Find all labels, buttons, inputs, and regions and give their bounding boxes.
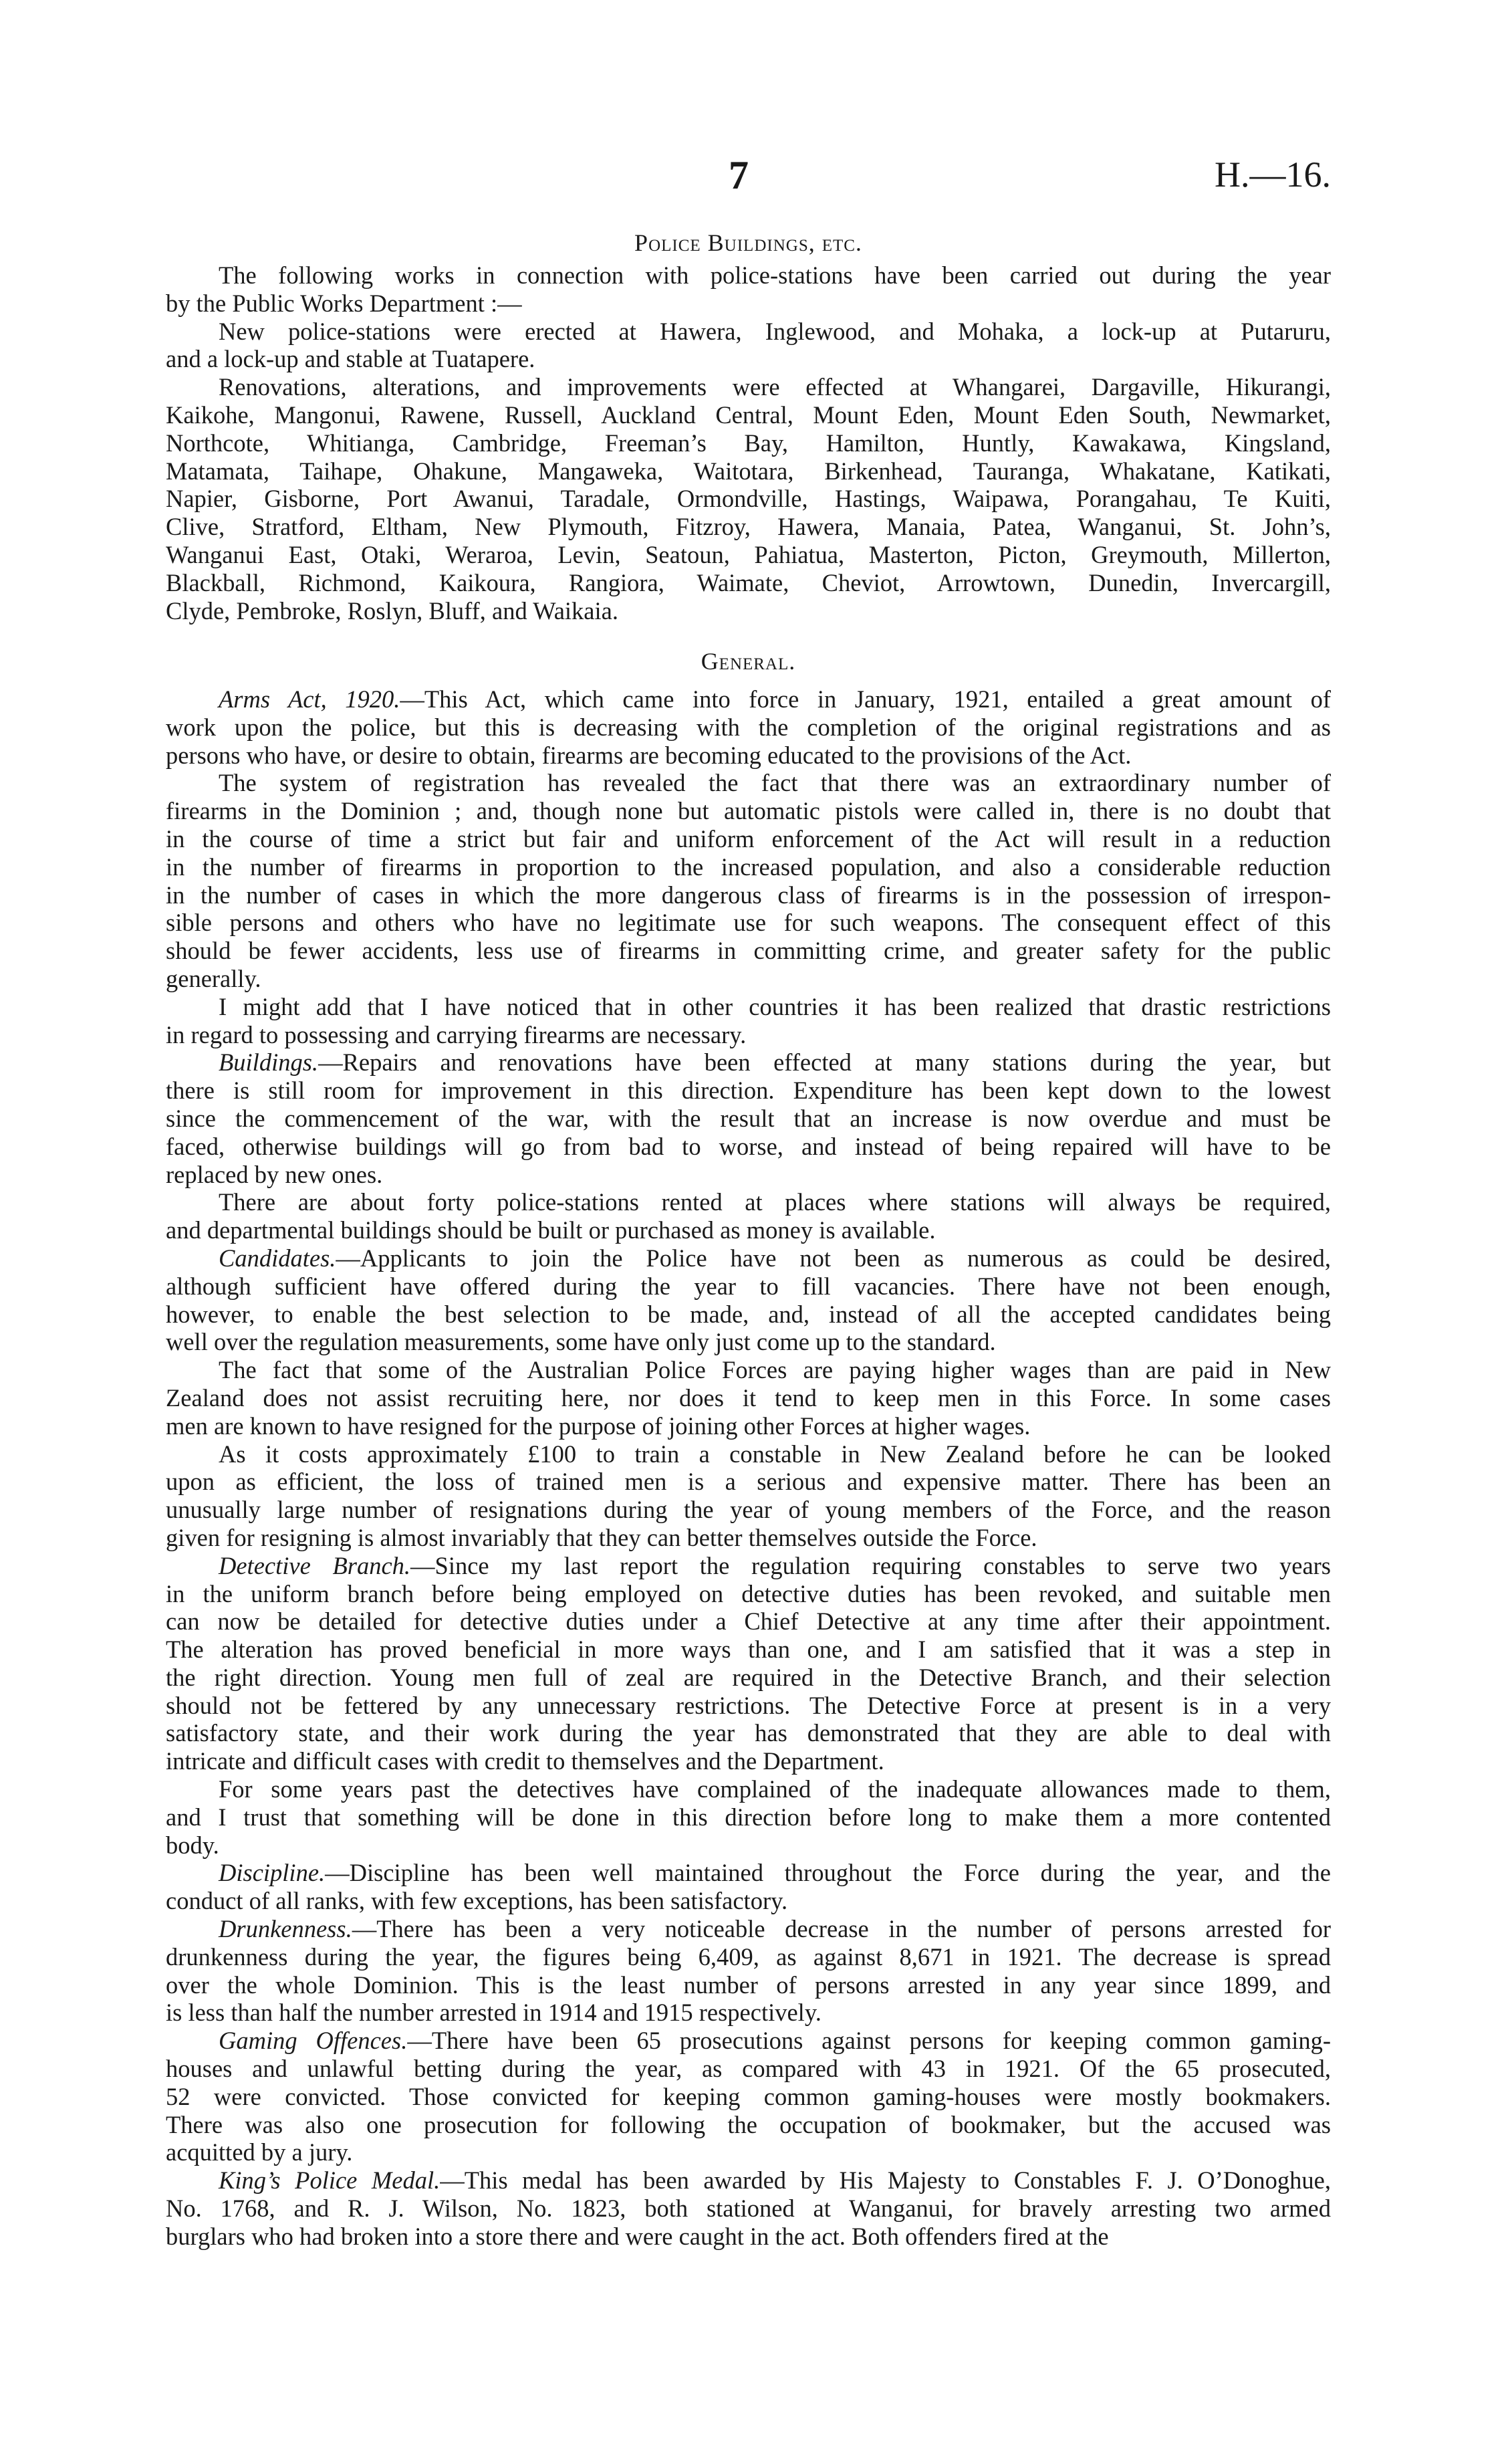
page-number: 7 bbox=[729, 153, 749, 197]
line-text: drunkenness during the year, the figures being 6,409, as against 8,671 in 1921. The decrease is spread bbox=[166, 1942, 1331, 1971]
text-line bbox=[166, 1356, 1331, 1384]
line-text: Kaikohe, Mangonui, Rawene, Russell, Auckland Central, Mount Eden, Mount Eden South, Newmarket, bbox=[166, 401, 1331, 429]
paragraph bbox=[166, 1188, 1331, 1244]
line-text: acquitted by a jury. bbox=[166, 2138, 353, 2166]
text-line bbox=[166, 1077, 1331, 1105]
text-line bbox=[166, 1607, 1331, 1636]
line-text: however, to enable the best selection to be made, and, instead of all the accepted candidates being bbox=[166, 1300, 1331, 1328]
paragraph-lead: Detective Branch. bbox=[219, 1551, 411, 1579]
line-text: As it costs approximately £100 to train a constable in New Zealand before he can be looked bbox=[219, 1440, 1331, 1468]
paragraph-lead: Candidates. bbox=[219, 1244, 336, 1272]
text-line bbox=[166, 1803, 1331, 1831]
text-line bbox=[166, 685, 1331, 713]
section-heading: Police Buildings, etc. bbox=[634, 229, 862, 256]
text-line bbox=[166, 1328, 1331, 1356]
line-text: No. 1768, and R. J. Wilson, No. 1823, both stationed at Wanganui, for bravely arresting two armed bbox=[166, 2195, 1331, 2223]
line-text: —Applicants to join the Police have not been as numerous as could be desired, bbox=[336, 1244, 1331, 1272]
text-line bbox=[166, 769, 1331, 797]
text-line bbox=[166, 853, 1331, 881]
line-text: —There has been a very noticeable decrease in the number of persons arrested for bbox=[352, 1915, 1331, 1943]
text-line bbox=[166, 485, 1331, 513]
text-line bbox=[166, 1636, 1331, 1664]
text-line bbox=[166, 1692, 1331, 1720]
paragraph bbox=[166, 1440, 1331, 1552]
paragraph bbox=[166, 769, 1331, 992]
line-text: in regard to possessing and carrying firearms are necessary. bbox=[166, 1020, 747, 1048]
section-general bbox=[166, 647, 1331, 2251]
text-line bbox=[166, 2138, 1331, 2166]
line-text: and I trust that something will be done in this direction before long to make them a more contented bbox=[166, 1803, 1331, 1831]
document-reference: H.—16. bbox=[1215, 154, 1331, 195]
line-text: by the Public Works Department :— bbox=[166, 289, 522, 317]
line-text: For some years past the detectives have complained of the inadequate allowances made to them, bbox=[219, 1775, 1331, 1803]
paragraph bbox=[166, 261, 1331, 318]
text-line bbox=[166, 2111, 1331, 2139]
line-text: houses and unlawful betting during the year, as compared with 43 in 1921. Of the 65 prosecuted, bbox=[166, 2055, 1331, 2083]
paragraph bbox=[166, 1859, 1331, 1915]
line-text: body. bbox=[166, 1831, 219, 1859]
text-line bbox=[166, 1943, 1331, 1971]
text-line bbox=[166, 1747, 1331, 1775]
text-line bbox=[166, 1272, 1331, 1301]
line-text: well over the regulation measurements, some have only just come up to the standard. bbox=[166, 1328, 996, 1356]
text-line bbox=[166, 1188, 1331, 1216]
paragraph bbox=[166, 2166, 1331, 2250]
text-line bbox=[166, 1971, 1331, 1999]
text-line bbox=[166, 1664, 1331, 1692]
line-text: unusually large number of resignations during the year of young members of the Force, and the reason bbox=[166, 1496, 1331, 1524]
line-text: should not be fettered by any unnecessary restrictions. The Detective Force at present is in a very bbox=[166, 1691, 1331, 1719]
line-text: men are known to have resigned for the purpose of joining other Forces at higher wages. bbox=[166, 1412, 1031, 1440]
paragraph bbox=[166, 1552, 1331, 1775]
text-line bbox=[166, 345, 1331, 373]
paragraph-lead: Drunkenness. bbox=[219, 1915, 352, 1943]
line-text: intricate and difficult cases with credit to themselves and the Department. bbox=[166, 1747, 884, 1775]
line-text: satisfactory state, and their work during the year has demonstrated that they are able to deal with bbox=[166, 1719, 1331, 1747]
paragraph-lead: Arms Act, 1920. bbox=[219, 685, 400, 713]
line-text: and a lock-up and stable at Tuatapere. bbox=[166, 345, 535, 373]
line-text: There was also one prosecution for following the occupation of bookmaker, but the accused was bbox=[166, 2110, 1331, 2138]
text-line bbox=[166, 541, 1331, 569]
line-text: There are about forty police-stations rented at places where stations will always be required, bbox=[219, 1188, 1331, 1216]
text-line bbox=[166, 1719, 1331, 1747]
text-line bbox=[166, 597, 1331, 625]
line-text: is less than half the number arrested in 1914 and 1915 respectively. bbox=[166, 1999, 822, 2027]
text-line bbox=[166, 1887, 1331, 1915]
text-line bbox=[166, 825, 1331, 853]
line-text: New police-stations were erected at Hawera, Inglewood, and Mohaka, a lock-up at Putaruru, bbox=[219, 317, 1331, 345]
line-text: Clive, Stratford, Eltham, New Plymouth, Fitzroy, Hawera, Manaia, Patea, Wanganui, St. John’s, bbox=[166, 513, 1331, 541]
line-text: Matamata, Taihape, Ohakune, Mangaweka, Waitotara, Birkenhead, Tauranga, Whakatane, Katikati, bbox=[166, 457, 1331, 485]
text-line bbox=[166, 1999, 1331, 2027]
text-line bbox=[166, 1384, 1331, 1412]
line-text: conduct of all ranks, with few exceptions, has been satisfactory. bbox=[166, 1887, 788, 1915]
line-text: there is still room for improvement in this direction. Expenditure has been kept down to the lowest bbox=[166, 1077, 1331, 1105]
line-text: The alteration has proved beneficial in more ways than one, and I am satisfied that it was a step in bbox=[166, 1636, 1331, 1664]
line-text: The fact that some of the Australian Police Forces are paying higher wages than are paid in New bbox=[219, 1356, 1331, 1384]
text-line bbox=[166, 1552, 1331, 1580]
line-text: I might add that I have noticed that in other countries it has been realized that drastic restrictions bbox=[219, 992, 1331, 1020]
paragraph-lead: Gaming Offences. bbox=[219, 2027, 408, 2055]
text-line bbox=[166, 1440, 1331, 1468]
section-police-buildings bbox=[166, 229, 1331, 625]
paragraph bbox=[166, 1775, 1331, 1859]
section-body bbox=[166, 685, 1331, 2251]
text-line bbox=[166, 261, 1331, 290]
line-text: in the course of time a strict but fair and uniform enforcement of the Act will result in a reduction bbox=[166, 824, 1331, 853]
text-line bbox=[166, 429, 1331, 457]
text-line bbox=[166, 2166, 1331, 2195]
text-line bbox=[166, 457, 1331, 485]
text-line bbox=[166, 1133, 1331, 1161]
paragraph bbox=[166, 318, 1331, 374]
paragraph-lead: Discipline. bbox=[219, 1859, 326, 1887]
paragraph bbox=[166, 1244, 1331, 1356]
text-line bbox=[166, 1831, 1331, 1860]
line-text: Napier, Gisborne, Port Awanui, Taradale, Ormondville, Hastings, Waipawa, Porangahau, Te Kuiti, bbox=[166, 485, 1331, 513]
text-line bbox=[166, 2083, 1331, 2111]
text-line bbox=[166, 1216, 1331, 1244]
line-text: can now be detailed for detective duties under a Chief Detective at any time after their appointment. bbox=[166, 1607, 1331, 1636]
paragraph bbox=[166, 373, 1331, 625]
text-line bbox=[166, 713, 1331, 742]
line-text: although sufficient have offered during the year to fill vacancies. There have not been enough, bbox=[166, 1272, 1331, 1300]
paragraph bbox=[166, 2027, 1331, 2166]
text-line bbox=[166, 2195, 1331, 2223]
line-text: since the commencement of the war, with the result that an increase is now overdue and must be bbox=[166, 1104, 1331, 1132]
line-text: Zealand does not assist recruiting here, nor does it tend to keep men in this Force. In some cases bbox=[166, 1383, 1331, 1412]
paragraph bbox=[166, 993, 1331, 1049]
line-text: sible persons and others who have no legitimate use for such weapons. The consequent effect of this bbox=[166, 909, 1331, 937]
line-text: firearms in the Dominion ; and, though none but automatic pistols were called in, there is no doubt that bbox=[166, 797, 1331, 825]
line-text: Clyde, Pembroke, Roslyn, Bluff, and Waikaia. bbox=[166, 596, 618, 625]
text-line bbox=[166, 993, 1331, 1021]
text-line bbox=[166, 1161, 1331, 1189]
line-text: —Since my last report the regulation requiring constables to serve two years bbox=[410, 1551, 1331, 1579]
section-body bbox=[166, 261, 1331, 625]
line-text: —This Act, which came into force in January, 1921, entailed a great amount of bbox=[400, 685, 1331, 713]
text-line bbox=[166, 965, 1331, 993]
text-line bbox=[166, 401, 1331, 429]
line-text: in the number of firearms in proportion to the increased population, and also a considerable reduction bbox=[166, 853, 1331, 881]
text-line bbox=[166, 797, 1331, 825]
text-line bbox=[166, 1859, 1331, 1887]
text-line bbox=[166, 569, 1331, 597]
line-text: persons who have, or desire to obtain, firearms are becoming educated to the provisions of the Act. bbox=[166, 741, 1132, 769]
text-line bbox=[166, 318, 1331, 346]
text-line bbox=[166, 1021, 1331, 1049]
line-text: Wanganui East, Otaki, Weraroa, Levin, Seatoun, Pahiatua, Masterton, Picton, Greymouth, Millerton, bbox=[166, 540, 1331, 568]
line-text: in the uniform branch before being employed on detective duties has been revoked, and suitable men bbox=[166, 1579, 1331, 1607]
line-text: in the number of cases in which the more dangerous class of firearms is in the possession of irrespon- bbox=[166, 881, 1331, 909]
text-line bbox=[166, 290, 1331, 318]
text-line bbox=[166, 1775, 1331, 1803]
line-text: Renovations, alterations, and improvements were effected at Whangarei, Dargaville, Hikurangi, bbox=[219, 373, 1331, 401]
text-line bbox=[166, 742, 1331, 770]
text-line bbox=[166, 1301, 1331, 1329]
text-line bbox=[166, 1412, 1331, 1440]
text-line bbox=[166, 909, 1331, 937]
line-text: Northcote, Whitianga, Cambridge, Freeman’s Bay, Hamilton, Huntly, Kawakawa, Kingsland, bbox=[166, 429, 1331, 457]
line-text: over the whole Dominion. This is the least number of persons arrested in any year since 1899, and bbox=[166, 1971, 1331, 1999]
line-text: and departmental buildings should be built or purchased as money is available. bbox=[166, 1216, 936, 1244]
line-text: upon as efficient, the loss of trained men is a serious and expensive matter. There has been an bbox=[166, 1468, 1331, 1496]
paragraph bbox=[166, 1915, 1331, 2027]
line-text: 52 were convicted. Those convicted for keeping common gaming-houses were mostly bookmakers. bbox=[166, 2082, 1331, 2110]
text-line bbox=[166, 1915, 1331, 1943]
paragraph bbox=[166, 685, 1331, 769]
section-heading: General. bbox=[701, 648, 796, 675]
line-text: The following works in connection with police-stations have been carried out during the year bbox=[219, 261, 1331, 289]
line-text: should be fewer accidents, less use of firearms in committing crime, and greater safety for the public bbox=[166, 937, 1331, 965]
line-text: —There have been 65 prosecutions against persons for keeping common gaming- bbox=[407, 2027, 1331, 2055]
text-line bbox=[166, 2223, 1331, 2251]
text-line bbox=[166, 1468, 1331, 1496]
line-text: replaced by new ones. bbox=[166, 1160, 383, 1188]
line-text: —This medal has been awarded by His Majesty to Constables F. J. O’Donoghue, bbox=[440, 2166, 1331, 2195]
line-text: burglars who had broken into a store there and were caught in the act. Both offenders fired at the bbox=[166, 2222, 1109, 2250]
text-line bbox=[166, 373, 1331, 401]
paragraph bbox=[166, 1356, 1331, 1440]
text-line bbox=[166, 1496, 1331, 1524]
text-line bbox=[166, 2055, 1331, 2083]
text-line bbox=[166, 1580, 1331, 1608]
text-line bbox=[166, 1048, 1331, 1077]
text-line bbox=[166, 513, 1331, 541]
text-line bbox=[166, 1105, 1331, 1133]
line-text: the right direction. Young men full of zeal are required in the Detective Branch, and their selection bbox=[166, 1663, 1331, 1691]
text-line bbox=[166, 1244, 1331, 1272]
paragraph-lead: King’s Police Medal. bbox=[219, 2166, 441, 2195]
line-text: Blackball, Richmond, Kaikoura, Rangiora, Waimate, Cheviot, Arrowtown, Dunedin, Invercargill, bbox=[166, 568, 1331, 596]
line-text: —Discipline has been well maintained throughout the Force during the year, and the bbox=[325, 1859, 1331, 1887]
line-text: generally. bbox=[166, 964, 261, 992]
text-line bbox=[166, 937, 1331, 965]
text-line bbox=[166, 881, 1331, 909]
text-line bbox=[166, 1524, 1331, 1552]
line-text: work upon the police, but this is decreasing with the completion of the original registrations and as bbox=[166, 713, 1331, 741]
line-text: faced, otherwise buildings will go from bad to worse, and instead of being repaired will have to be bbox=[166, 1132, 1331, 1160]
line-text: The system of registration has revealed the fact that there was an extraordinary number of bbox=[219, 769, 1331, 797]
text-line bbox=[166, 2027, 1331, 2055]
line-text: —Repairs and renovations have been effected at many stations during the year, but bbox=[318, 1048, 1331, 1077]
paragraph-lead: Buildings. bbox=[219, 1048, 319, 1077]
line-text: given for resigning is almost invariably that they can better themselves outside the Force. bbox=[166, 1523, 1037, 1551]
paragraph bbox=[166, 1048, 1331, 1188]
